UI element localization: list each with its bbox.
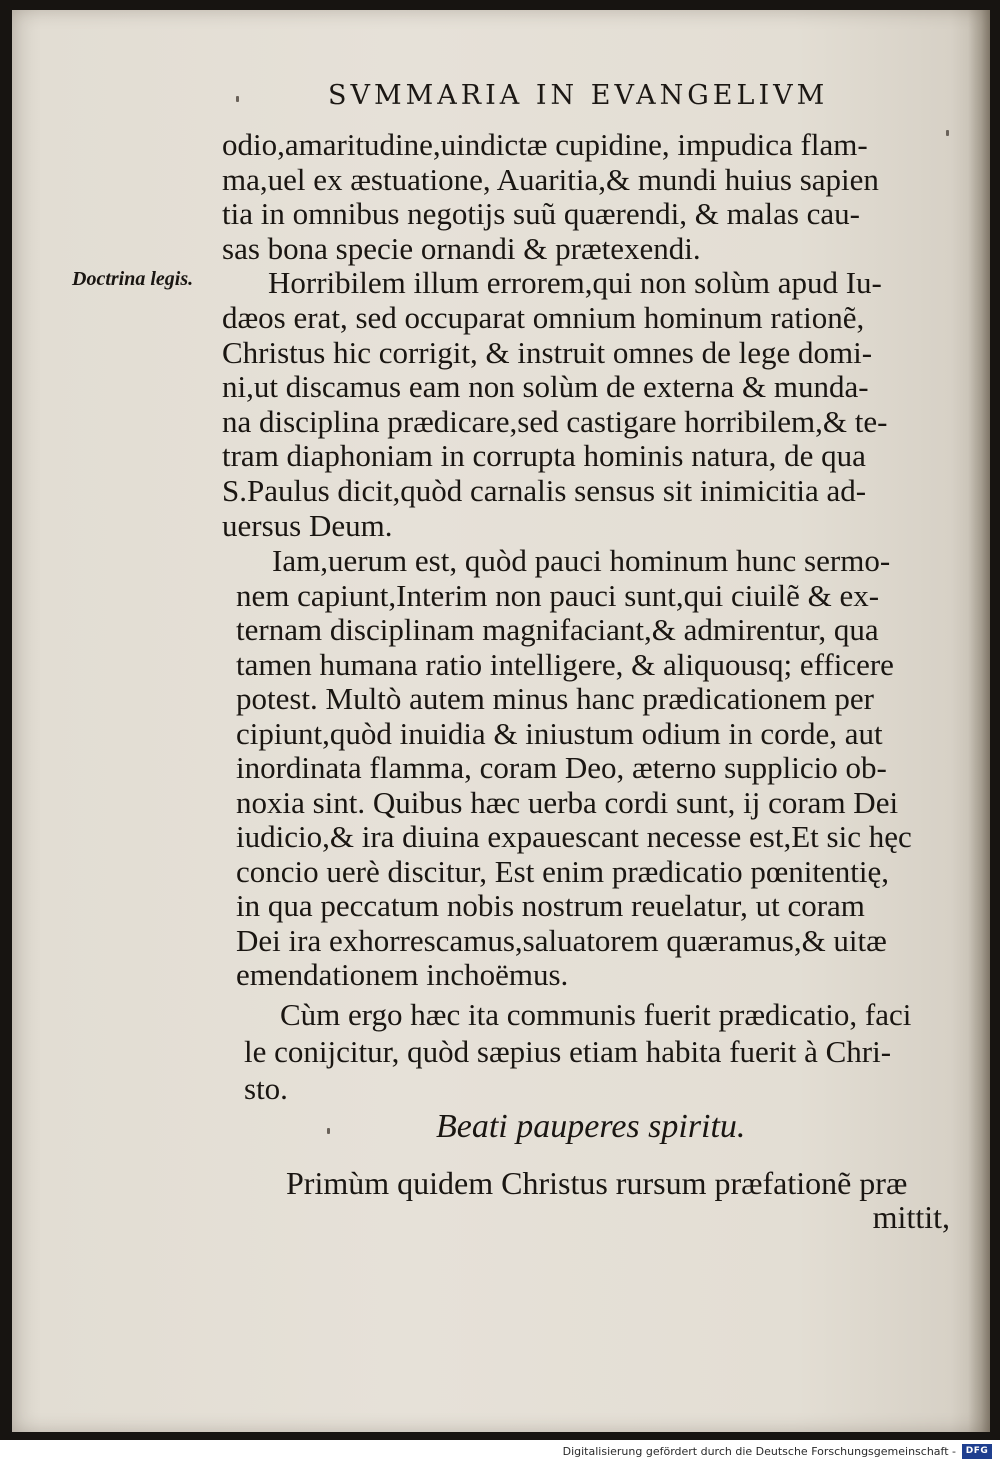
verse-heading: Beati pauperes spiritu. bbox=[436, 1108, 746, 1145]
paragraph-1 bbox=[222, 128, 962, 543]
text-line: sas bona specie ornandi & prætexendi. bbox=[222, 230, 701, 266]
text-line: nem capiunt,Interim non pauci sunt,qui ciuilẽ & ex- bbox=[236, 577, 880, 613]
marginal-note: Doctrina legis. bbox=[72, 268, 194, 290]
running-head: SVMMARIA IN EVANGELIVM bbox=[328, 80, 829, 111]
paragraph-5 bbox=[286, 1166, 956, 1234]
text-line: S.Paulus dicit,quòd carnalis sensus sit inimicitia ad- bbox=[222, 472, 867, 508]
text-line: emendationem inchoëmus. bbox=[236, 957, 569, 992]
text-line: cipiunt,quòd inuidia & iniustum odium in corde, aut bbox=[236, 715, 883, 751]
text-line: Primùm quidem Christus rursum præfationẽ præ bbox=[286, 1165, 908, 1201]
dfg-logo: DFG bbox=[962, 1444, 992, 1459]
text-line: Christus hic corrigit, & instruit omnes de lege domi- bbox=[222, 334, 873, 370]
text-line: sto. bbox=[244, 1071, 288, 1106]
text-line: potest. Multò autem minus hanc prædicationem per bbox=[236, 681, 874, 716]
text-line: ni,ut discamus eam non solùm de externa & munda- bbox=[222, 369, 869, 405]
text-line: tamen humana ratio intelligere, & aliquousq; efficere bbox=[236, 646, 894, 682]
text-line: Dei ira exhorrescamus,saluatorem quæramus,& uitæ bbox=[236, 922, 887, 958]
funding-credit: Digitalisierung gefördert durch die Deutsche Forschungsgemeinschaft - bbox=[562, 1445, 956, 1458]
page-edge-shadow bbox=[968, 10, 990, 1432]
text-line: noxia sint. Quibus hæc uerba cordi sunt, ij coram Dei bbox=[236, 784, 899, 820]
text-line: ma,uel ex æstuatione, Auaritia,& mundi huius sapien bbox=[222, 161, 879, 197]
text-line: uersus Deum. bbox=[222, 507, 393, 543]
text-line: concio uerè discitur, Est enim prædicatio pœnitentię, bbox=[236, 853, 890, 889]
catchword: mittit, bbox=[872, 1199, 950, 1235]
text-line: Cùm ergo hæc ita communis fuerit prædicatio, faci bbox=[280, 997, 912, 1032]
text-line: tram diaphoniam in corrupta hominis natura, de qua bbox=[222, 438, 866, 474]
text-line: iudicio,& ira diuina expauescant necesse est,Et sic hęc bbox=[236, 819, 912, 854]
paper-speck bbox=[236, 96, 239, 102]
footer-bar bbox=[0, 1440, 1000, 1465]
text-line: na disciplina prædicare,sed castigare horribilem,& te- bbox=[222, 403, 888, 439]
text-line: Iam,uerum est, quòd pauci hominum hunc sermo- bbox=[272, 543, 891, 578]
text-line: tia in omnibus negotijs suũ quærendi, & malas cau- bbox=[222, 196, 860, 232]
text-line: Horribilem illum errorem,qui non solùm apud Iu- bbox=[268, 265, 882, 301]
paragraph-4 bbox=[244, 996, 964, 1107]
paragraph-3 bbox=[236, 544, 966, 993]
paper-speck bbox=[946, 130, 949, 136]
text-line: in qua peccatum nobis nostrum reuelatur, ut coram bbox=[236, 888, 865, 923]
text-line: dæos erat, sed occuparat omnium hominum rationẽ, bbox=[222, 299, 865, 335]
paper-speck bbox=[327, 1128, 330, 1134]
text-line: odio,amaritudine,uindictæ cupidine, impudica flam- bbox=[222, 127, 868, 162]
text-line: le conijcitur, quòd sæpius etiam habita fuerit à Chri- bbox=[244, 1034, 892, 1069]
text-line: inordinata flamma, coram Deo, æterno supplicio ob- bbox=[236, 750, 887, 785]
text-line: ternam disciplinam magnifaciant,& admirentur, qua bbox=[236, 612, 879, 647]
